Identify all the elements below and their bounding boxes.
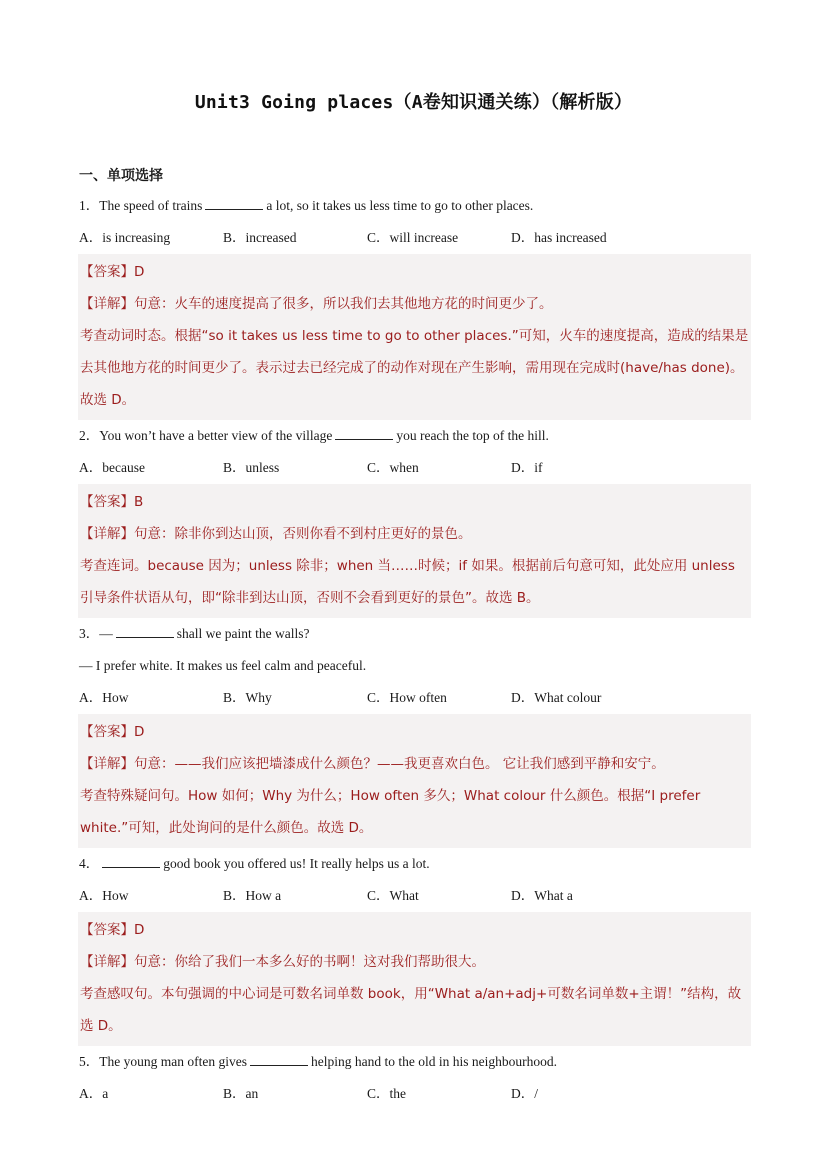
stem-before: 1．The speed of trains bbox=[79, 198, 203, 213]
question-stem bbox=[79, 618, 751, 650]
option: C．How often bbox=[367, 690, 447, 705]
stem-after: a lot, so it takes us less time to go to other places. bbox=[266, 198, 534, 213]
answer-blank bbox=[335, 427, 393, 440]
option: C．the bbox=[367, 1086, 406, 1101]
answer-blank bbox=[116, 625, 174, 638]
option: B．increased bbox=[223, 230, 297, 245]
option: C．when bbox=[367, 460, 419, 475]
option: D．has increased bbox=[511, 230, 607, 245]
answer-label: 【答案】D bbox=[80, 724, 145, 740]
question-reply: — I prefer white. It makes us feel calm and peaceful. bbox=[79, 658, 367, 673]
option: B．an bbox=[223, 1086, 259, 1101]
question-block bbox=[79, 420, 751, 618]
option: D．What a bbox=[511, 888, 573, 903]
question-stem bbox=[79, 1046, 751, 1078]
option: B．Why bbox=[223, 690, 272, 705]
detail-text: 【详解】句意：火车的速度提高了很多，所以我们去其他地方花的时间更少了。 bbox=[80, 296, 553, 312]
question-block bbox=[79, 1046, 751, 1110]
option-row bbox=[79, 1078, 751, 1110]
question-list bbox=[79, 190, 751, 1110]
option-row bbox=[79, 880, 751, 912]
answer-label: 【答案】B bbox=[80, 494, 144, 510]
option-row bbox=[79, 452, 751, 484]
detail-text: 【详解】句意：你给了我们一本多么好的书啊！这对我们帮助很大。 bbox=[80, 954, 485, 970]
answer-label: 【答案】D bbox=[80, 264, 145, 280]
option: D．if bbox=[511, 460, 543, 475]
answer-label: 【答案】D bbox=[80, 922, 145, 938]
option: A．How bbox=[79, 690, 129, 705]
stem-before: 5．The young man often gives bbox=[79, 1054, 247, 1069]
answer-blank bbox=[250, 1053, 308, 1066]
option: B．unless bbox=[223, 460, 280, 475]
answer-blank bbox=[102, 855, 160, 868]
stem-after: you reach the top of the hill. bbox=[396, 428, 549, 443]
option: C．will increase bbox=[367, 230, 459, 245]
option: D．/ bbox=[511, 1086, 538, 1101]
option: A．is increasing bbox=[79, 230, 171, 245]
option-row bbox=[79, 682, 751, 714]
section-heading: 一、单项选择 bbox=[79, 168, 163, 184]
option: C．What bbox=[367, 888, 419, 903]
stem-after: shall we paint the walls? bbox=[176, 626, 310, 641]
analysis-text: 考查动词时态。根据“so it takes us less time to go to other places.”可知，火车的速度提高，造成的结果是去其他地方花的时间更少了。表示过去已经完成了的动作对现在产生影响，需用现在完成时(have/has done)。故选 D。 bbox=[80, 328, 749, 408]
analysis-text: 考查连词。because 因为；unless 除非；when 当……时候；if 如果。根据前后句意可知，此处应用 unless 引导条件状语从句，即“除非到达山顶，否则不会看到更好的景色”。故选 B。 bbox=[80, 558, 735, 606]
question-stem bbox=[79, 420, 751, 452]
question-block bbox=[79, 618, 751, 848]
stem-after: good book you offered us! It really helps us a lot. bbox=[163, 856, 430, 871]
analysis-text: 考查感叹句。本句强调的中心词是可数名词单数 book，用“What a/an+adj+可数名词单数+主谓！”结构，故选 D。 bbox=[80, 986, 742, 1034]
answer-explanation bbox=[78, 714, 751, 848]
question-stem bbox=[79, 848, 751, 880]
stem-before: 3．— bbox=[79, 626, 113, 641]
option: A．a bbox=[79, 1086, 109, 1101]
option: A．How bbox=[79, 888, 129, 903]
answer-explanation bbox=[78, 254, 751, 420]
option: B．How a bbox=[223, 888, 282, 903]
question-block bbox=[79, 848, 751, 1046]
answer-explanation bbox=[78, 912, 751, 1046]
answer-blank bbox=[205, 197, 263, 210]
detail-text: 【详解】句意：——我们应该把墙漆成什么颜色？——我更喜欢白色。 它让我们感到平静和安宁。 bbox=[80, 756, 665, 772]
question-stem bbox=[79, 190, 751, 222]
page-title: Unit3 Going places（A卷知识通关练）（解析版） bbox=[194, 92, 633, 113]
option: A．because bbox=[79, 460, 145, 475]
option-row bbox=[79, 222, 751, 254]
stem-before: 2．You won’t have a better view of the village bbox=[79, 428, 333, 443]
question-block bbox=[79, 190, 751, 420]
analysis-text: 考查特殊疑问句。How 如何；Why 为什么；How often 多久；What colour 什么颜色。根据“I prefer white.”可知，此处询问的是什么颜色。故选 D。 bbox=[80, 788, 701, 836]
option: D．What colour bbox=[511, 690, 602, 705]
stem-before: 4． bbox=[79, 856, 100, 871]
stem-after: helping hand to the old in his neighbourhood. bbox=[310, 1054, 557, 1069]
detail-text: 【详解】句意：除非你到达山顶，否则你看不到村庄更好的景色。 bbox=[80, 526, 472, 542]
answer-explanation bbox=[78, 484, 751, 618]
